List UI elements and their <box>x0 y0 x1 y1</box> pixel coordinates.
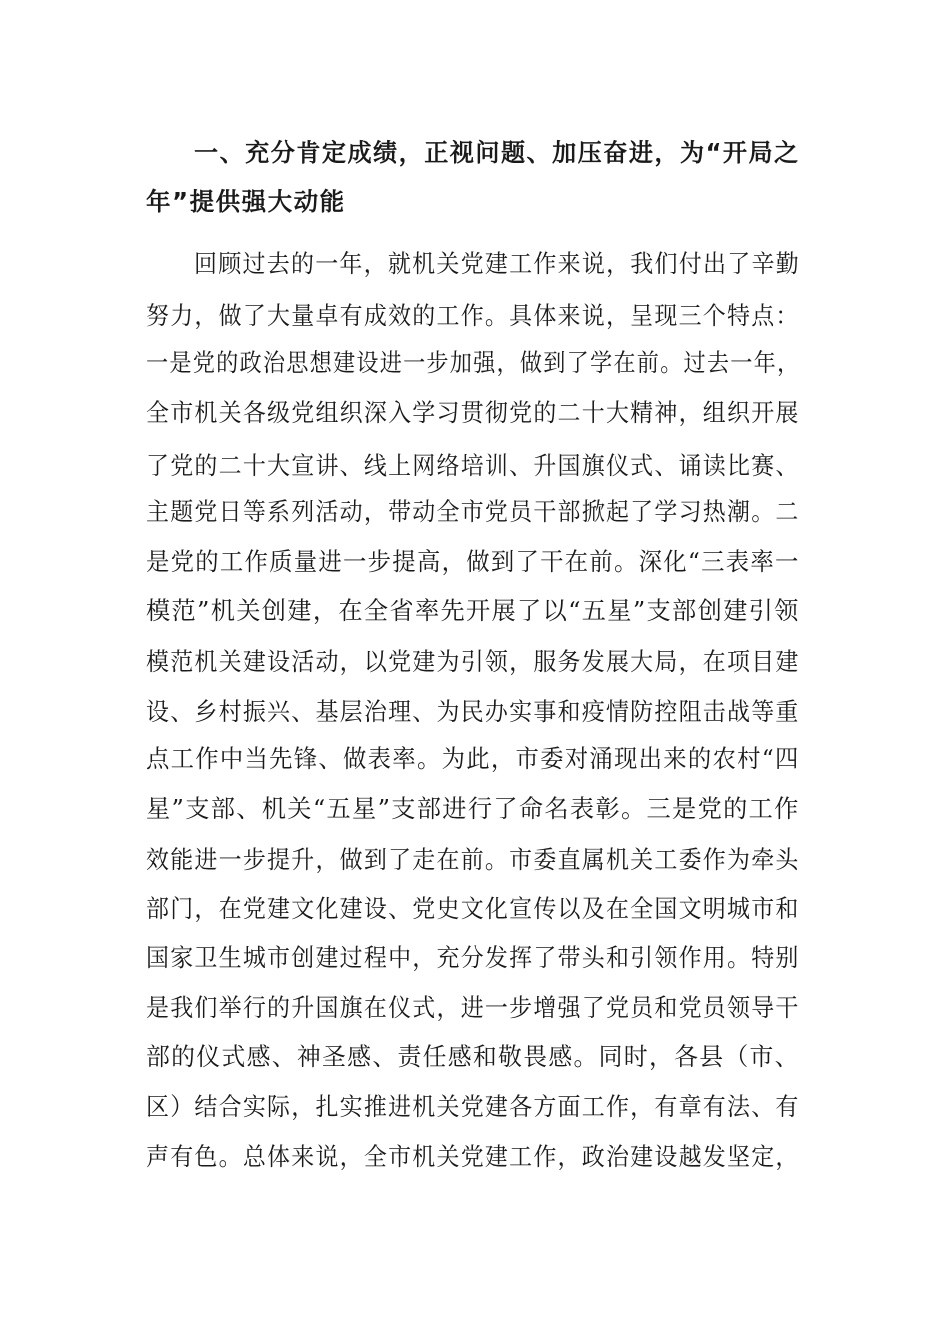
paragraph-line: 努力，做了大量卓有成效的工作。具体来说，呈现三个特点： <box>146 301 800 330</box>
paragraph-line: 是我们举行的升国旗在仪式，进一步增强了党员和党员领导干 <box>146 993 800 1022</box>
paragraph-line: 设、乡村振兴、基层治理、为民办实事和疫情防控阻击战等重 <box>146 697 800 726</box>
paragraph-line: 星”支部、机关“五星”支部进行了命名表彰。三是党的工作 <box>146 794 800 823</box>
paragraph-line: 了党的二十大宣讲、线上网络培训、升国旗仪式、诵读比赛、 <box>146 451 800 480</box>
paragraph-line: 效能进一步提升，做到了走在前。市委直属机关工委作为牵头 <box>146 845 800 874</box>
paragraph-line: 国家卫生城市创建过程中，充分发挥了带头和引领作用。特别 <box>146 943 800 972</box>
paragraph-line: 声有色。总体来说，全市机关党建工作，政治建设越发坚定， <box>146 1142 800 1171</box>
paragraph-line: 回顾过去的一年，就机关党建工作来说，我们付出了辛勤 <box>194 249 800 278</box>
section-heading-line-1: 一、充分肯定成绩，正视问题、加压奋进，为“开局之 <box>194 138 800 167</box>
paragraph-line: 部的仪式感、神圣感、责任感和敬畏感。同时，各县（市、 <box>146 1042 800 1071</box>
paragraph-line: 全市机关各级党组织深入学习贯彻党的二十大精神，组织开展 <box>146 398 800 427</box>
section-heading-line-2: 年”提供强大动能 <box>146 187 346 216</box>
paragraph-line: 主题党日等系列活动，带动全市党员干部掀起了学习热潮。二 <box>146 497 800 526</box>
paragraph-line: 点工作中当先锋、做表率。为此，市委对涌现出来的农村“四 <box>146 744 800 773</box>
paragraph-line: 一是党的政治思想建设进一步加强，做到了学在前。过去一年， <box>146 348 801 377</box>
paragraph-line: 部门，在党建文化建设、党史文化宣传以及在全国文明城市和 <box>146 894 800 923</box>
paragraph-line: 区）结合实际，扎实推进机关党建各方面工作，有章有法、有 <box>146 1092 800 1121</box>
paragraph-line: 是党的工作质量进一步提高，做到了干在前。深化“三表率一 <box>146 547 800 576</box>
paragraph-line: 模范”机关创建，在全省率先开展了以“五星”支部创建引领 <box>146 596 800 625</box>
paragraph-line: 模范机关建设活动，以党建为引领，服务发展大局，在项目建 <box>146 647 800 676</box>
